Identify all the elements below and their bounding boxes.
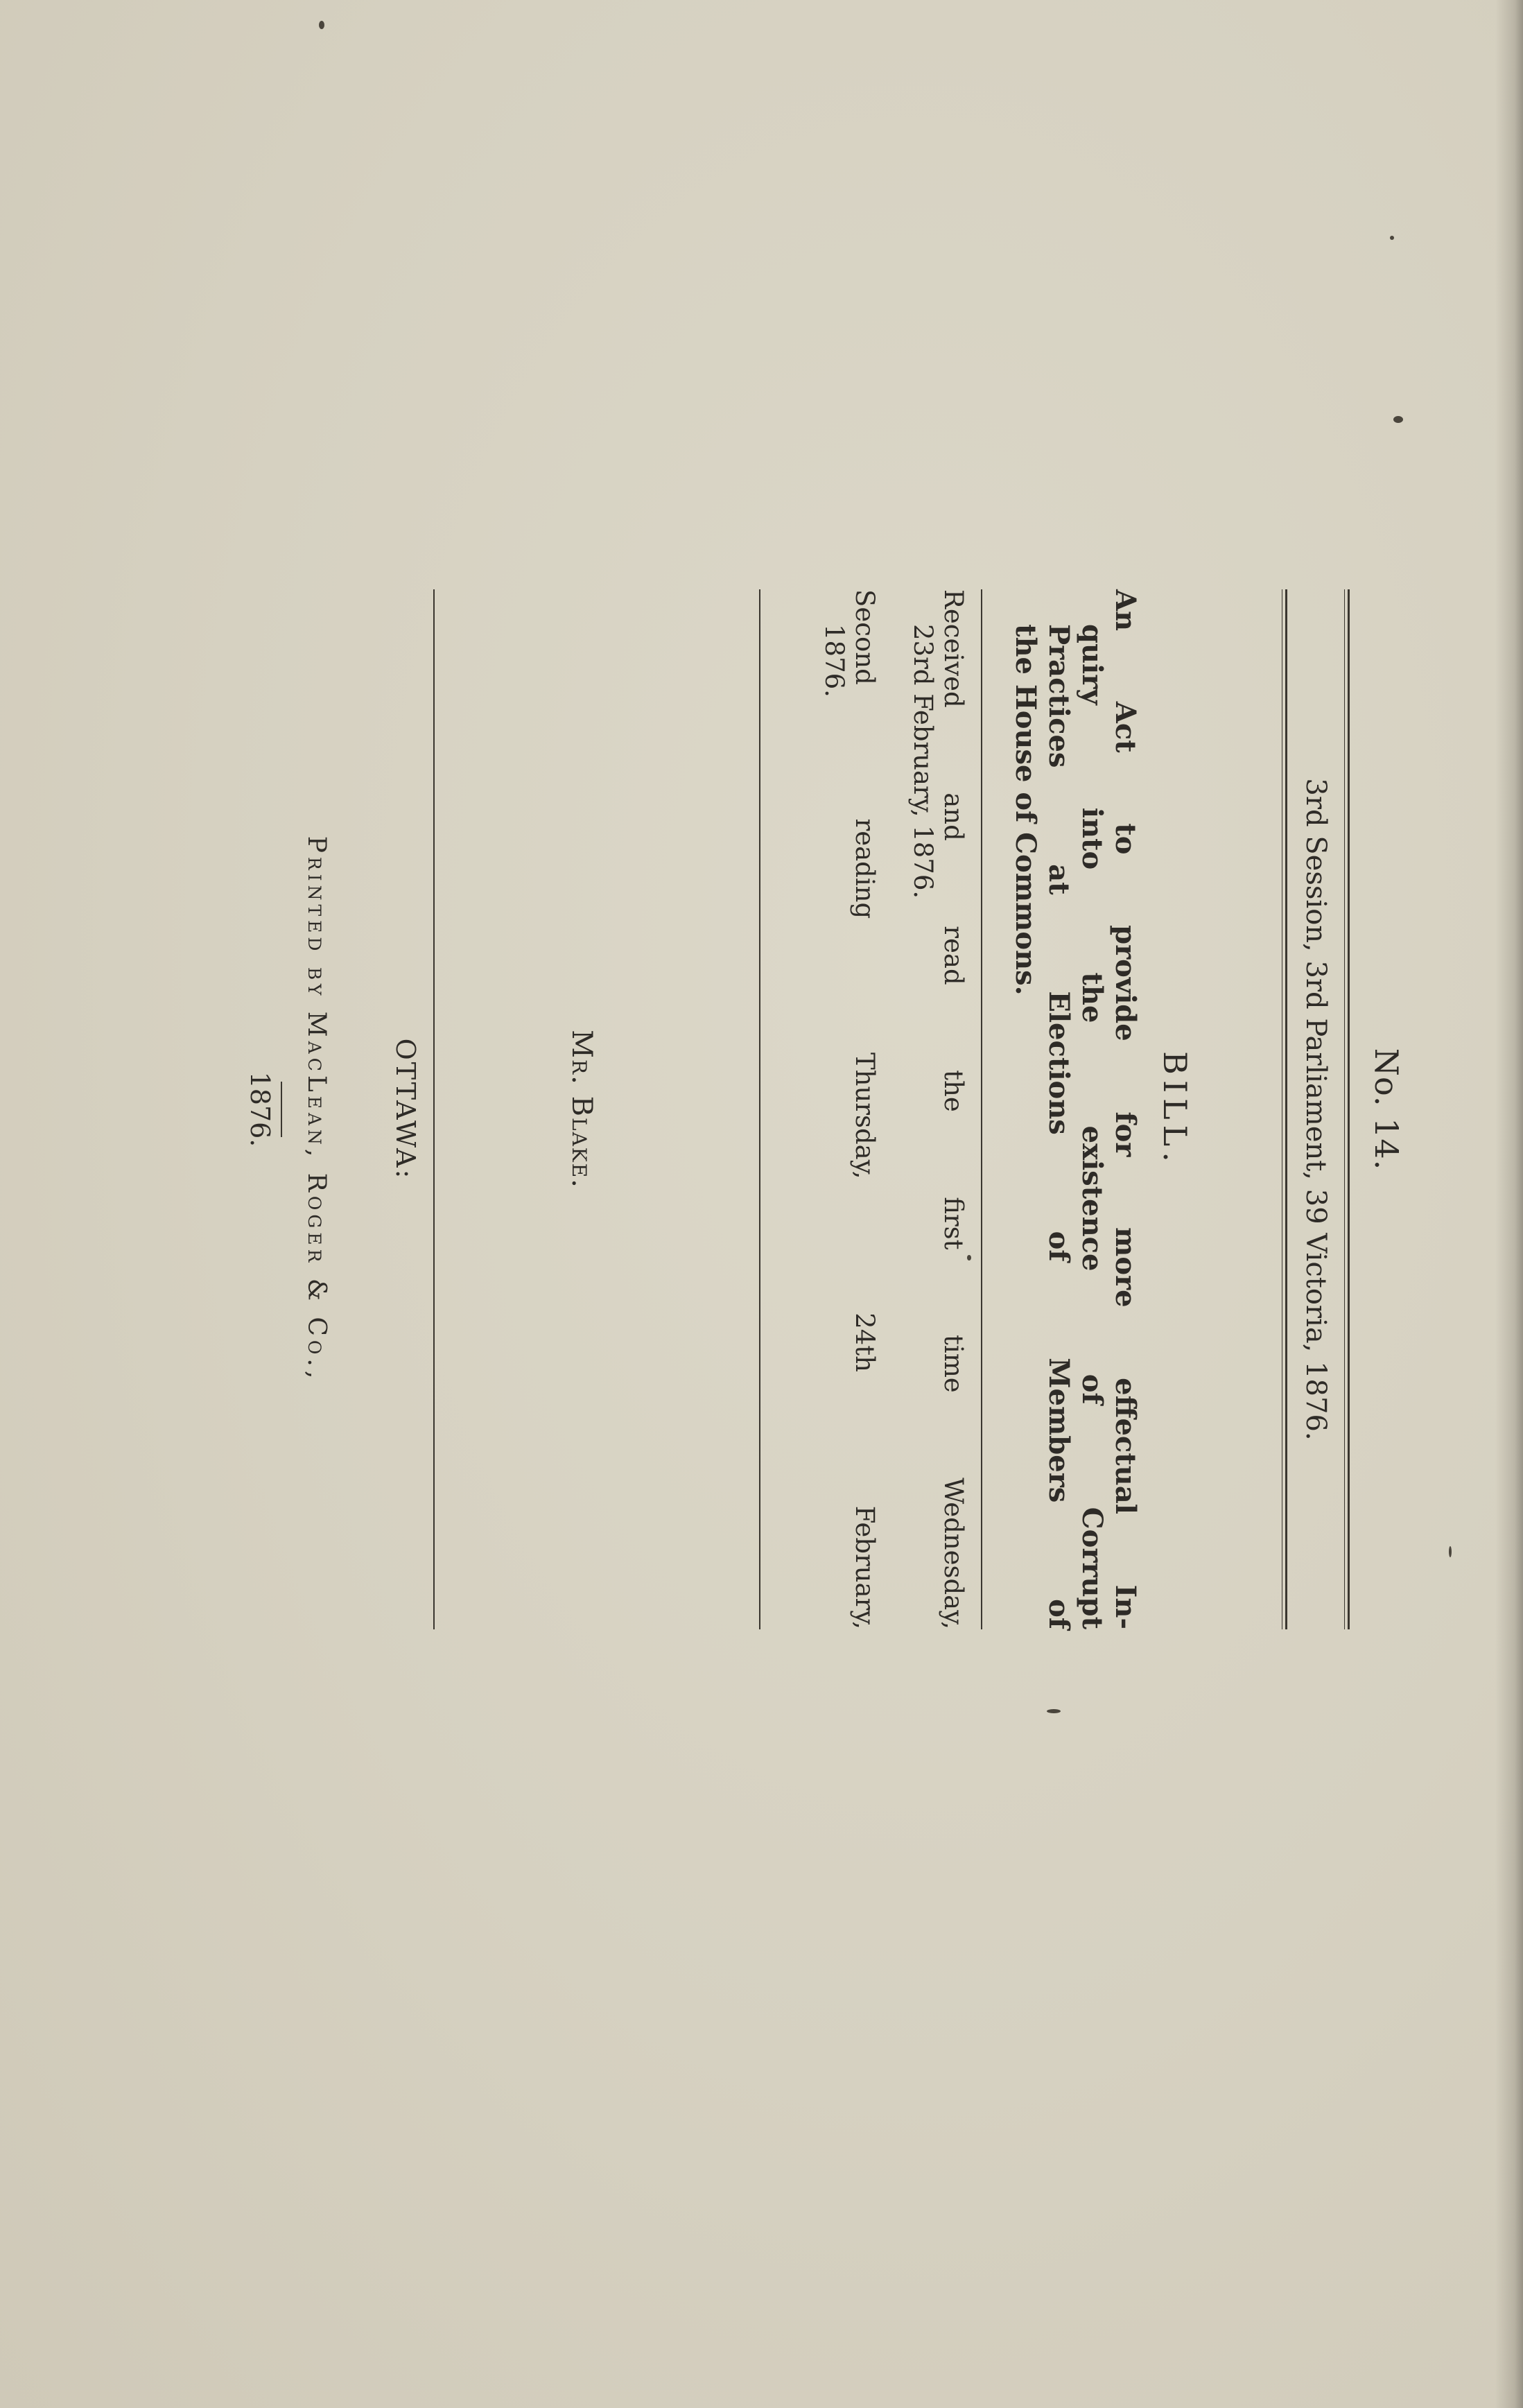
rotated-bill-cover [137,589,1454,1629]
print-year: 1876. [245,1071,275,1147]
bill-title [1009,589,1142,1629]
printer-line: Printed by MacLean, Roger & Co., [302,835,331,1383]
paper-speck [319,21,324,29]
bill-sponsor: Mr. Blake. [566,1030,598,1189]
second-reading-line: Second reading Thursday, 24th February, [850,589,880,1629]
bill-heading: BILL. [1156,1051,1194,1168]
paper-speck [1393,416,1403,423]
bill-number: No. 14. [1368,1048,1405,1171]
bill-title-line: quiry into the existence of Corrupt [1076,624,1108,1629]
second-reading-line: 1876. [819,624,849,698]
reading-rule [759,589,760,1629]
paper-speck [1390,236,1394,240]
top-double-rule [1344,589,1350,1629]
title-rule [981,589,982,1629]
first-reading-line: Received and read the first time Wednesday, [939,589,968,1629]
page-edge-shadow [1495,0,1523,2408]
session-line: 3rd Session, 3rd Parliament, 39 Victoria, 1876. [1300,778,1332,1441]
first-reading-line: 23rd February, 1876. [908,624,938,899]
bill-title-line: the House of Commons. [1009,624,1042,996]
session-double-rule [1282,589,1287,1629]
year-rule [281,1082,282,1137]
print-place: OTTAWA: [390,1038,421,1181]
paper-speck [1047,1709,1061,1713]
bill-title-line: An Act to provide for more effectual In- [1109,589,1142,1629]
sponsor-rule [433,589,435,1629]
bill-title-line: Practices at Elections of Members of [1043,624,1075,1629]
reading-record [819,589,968,1629]
